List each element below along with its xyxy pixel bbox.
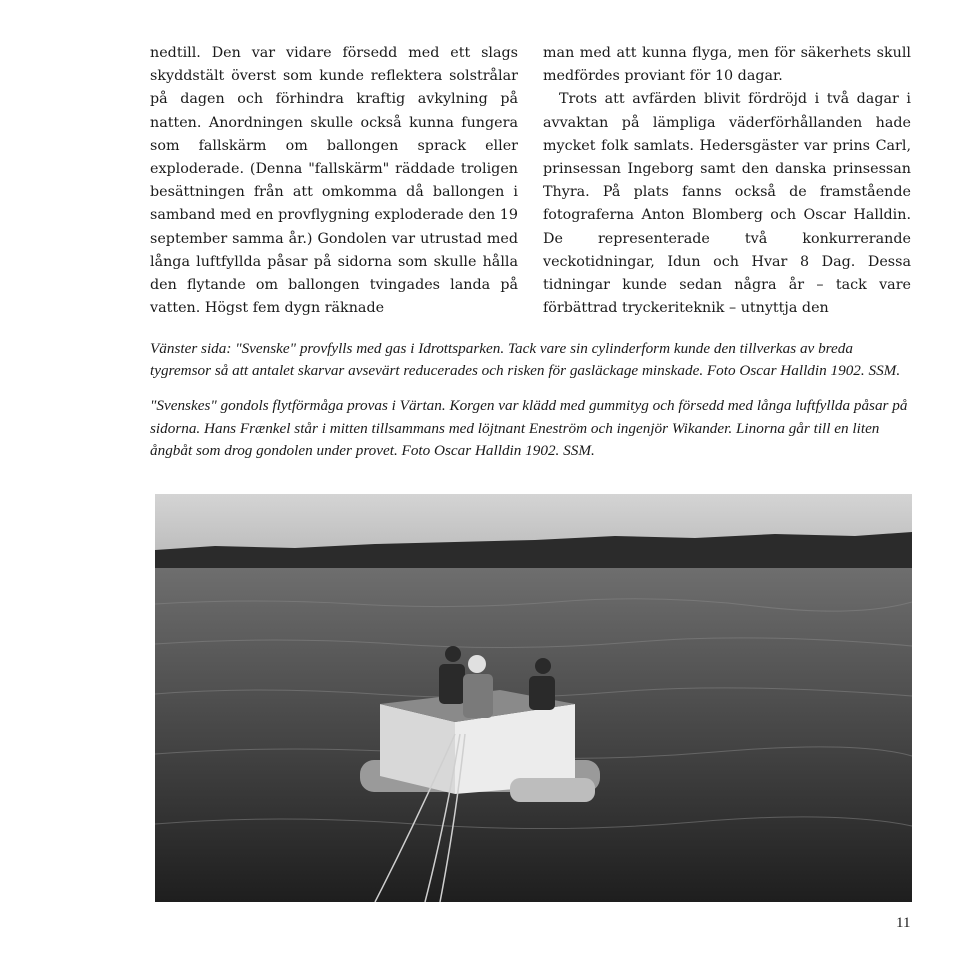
gondola-photo: [155, 494, 912, 902]
left-text-column: [150, 42, 518, 320]
right-column-paragraph-2: Trots att avfärden blivit fördröjd i två dagar i avvaktan på lämpliga väderförhållanden hade mycket folk samlats. Hedersgäster var prins Carl, prinsessan Ingeborg samt den danska prinsessan Thyra. På plats fanns också de framstående fotograferna Anton Blomberg och Oscar Halldin. De representerade två konkurrerande veckotidningar, Idun och Hvar 8 Dag. Dessa tidningar kunde sedan några år – tack vare förbättrad tryckeriteknik – utnyttja den: [543, 91, 911, 317]
left-column-paragraph: nedtill. Den var vidare försedd med ett slags skyddstält överst som kunde reflektera solstrålar på dagen och förhindra kraftig avkylning på natten. Anordningen skulle också kunna fungera som fallskärm om ballongen sprack eller exploderade. (Denna "fallskärm" räddade troligen besättningen från att omkomma då ballongen i samband med en provflygning exploderade den 19 september samma år.) Gondolen var utrustad med långa luftfyllda påsar på sidorna som skulle hålla den flytande om ballongen tvingades landa på vatten. Högst fem dygn räknade: [150, 45, 518, 317]
right-column-paragraph-1: man med att kunna flyga, men för säkerhets skull medfördes proviant för 10 dagar.: [543, 45, 911, 85]
caption-gondola-photo: "Svenskes" gondols flytförmåga provas i Värtan. Korgen var klädd med gummityg och försedd med långa luftfyllda påsar på sidorna. Hans Frænkel står i mitten tillsammans med löjtnant Eneström och ingenjör Wikander. Linorna går till en liten ångbåt som drog gondolen under provet. Foto Oscar Halldin 1902. SSM.: [150, 397, 908, 459]
gondola-photo-illustration: [155, 494, 912, 902]
page-number: 11: [896, 915, 911, 931]
photo-captions: [150, 338, 912, 475]
caption-left-page: Vänster sida: "Svenske" provfylls med gas i Idrottsparken. Tack vare sin cylinderform kunde den tillverkas av breda tygremsor så att antalet skarvar avsevärt reducerades och risken för gasläckage minskade. Foto Oscar Halldin 1902. SSM.: [150, 340, 901, 380]
right-text-column: [543, 42, 911, 320]
